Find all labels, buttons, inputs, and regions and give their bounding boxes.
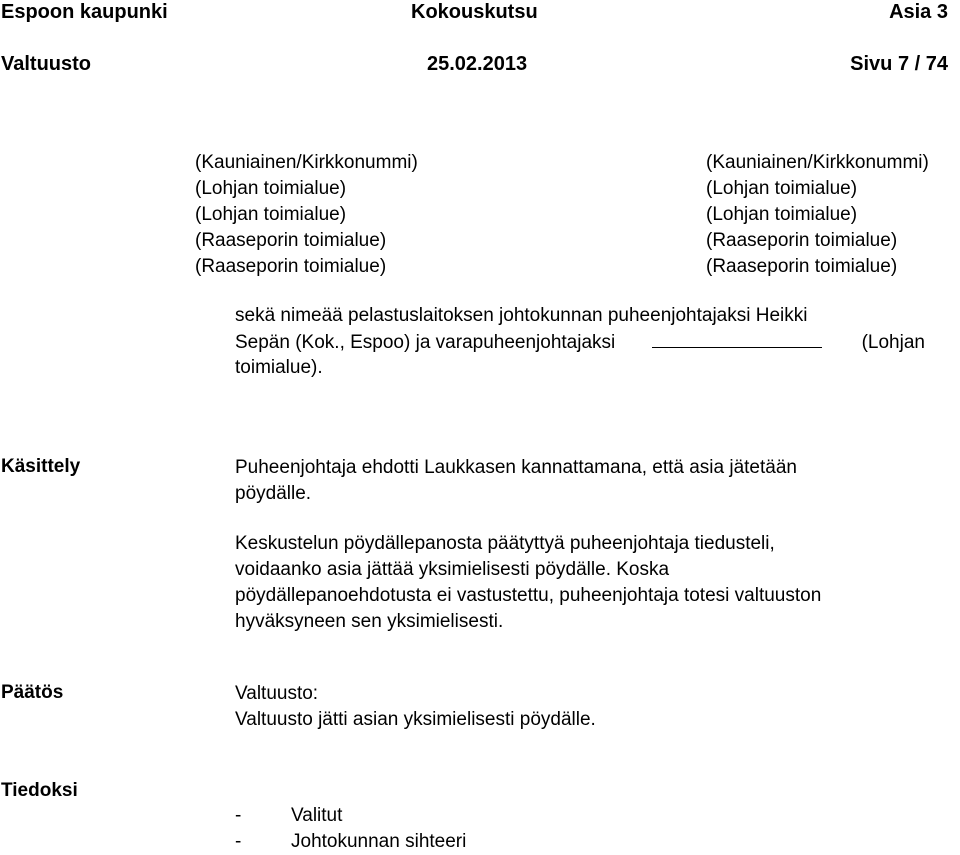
paragraph-line: pöydälle.	[235, 483, 312, 504]
meeting-date: 25.02.2013	[427, 53, 528, 75]
member-entry: (Lohjan toimialue)	[195, 178, 347, 199]
list-item	[235, 829, 466, 855]
members-left-column	[195, 150, 418, 280]
list-item	[235, 803, 466, 829]
kasittely-paragraph-2	[235, 531, 821, 635]
list-dash: -	[235, 805, 242, 826]
section-label-paatos: Päätös	[1, 682, 64, 703]
agenda-item: Asia 3	[889, 1, 948, 23]
meeting-body: Valtuusto	[1, 53, 92, 75]
blank-fill-line	[652, 329, 822, 348]
list-item-text: Valitut	[291, 805, 343, 826]
section-label-tiedoksi: Tiedoksi	[1, 780, 78, 801]
kasittely-paragraph-1	[235, 455, 797, 507]
list-item-text: Johtokunnan sihteeri	[291, 831, 467, 852]
paragraph-line: Puheenjohtaja ehdotti Laukkasen kannattamana, että asia jätetään	[235, 457, 797, 478]
proposal-line: toimialue).	[235, 357, 323, 378]
proposal-paragraph	[235, 303, 925, 381]
member-entry: (Kauniainen/Kirkkonummi)	[195, 152, 418, 173]
list-dash: -	[235, 831, 242, 852]
proposal-line-with-blank	[235, 329, 925, 355]
members-right-column	[706, 150, 929, 280]
member-entry: (Kauniainen/Kirkkonummi)	[706, 152, 929, 173]
member-entry: (Raaseporin toimialue)	[706, 230, 898, 251]
paragraph-line: Keskustelun pöydällepanosta päätyttyä puheenjohtaja tiedusteli,	[235, 533, 775, 554]
member-entry: (Raaseporin toimialue)	[195, 256, 387, 277]
org-name: Espoon kaupunki	[1, 1, 168, 23]
paragraph-line: voidaanko asia jättää yksimielisesti pöydälle. Koska	[235, 559, 670, 580]
document-type: Kokouskutsu	[411, 1, 538, 23]
page-number: Sivu 7 / 74	[850, 53, 948, 75]
decision-line: Valtuusto jätti asian yksimielisesti pöydälle.	[235, 709, 596, 730]
proposal-text: Sepän (Kok., Espoo) ja varapuheenjohtajaksi	[235, 332, 616, 353]
member-entry: (Lohjan toimialue)	[706, 204, 858, 225]
paragraph-line: hyväksyneen sen yksimielisesti.	[235, 611, 504, 632]
member-entry: (Lohjan toimialue)	[706, 178, 858, 199]
section-label-kasittely: Käsittely	[1, 456, 81, 477]
tiedoksi-list	[235, 803, 466, 855]
proposal-line: sekä nimeää pelastuslaitoksen johtokunnan puheenjohtajaksi Heikki	[235, 305, 808, 326]
paragraph-line: pöydällepanoehdotusta ei vastustettu, puheenjohtaja totesi valtuuston	[235, 585, 822, 606]
paatos-text	[235, 681, 596, 733]
decision-line: Valtuusto:	[235, 683, 319, 704]
member-entry: (Raaseporin toimialue)	[195, 230, 387, 251]
proposal-text: (Lohjan	[861, 332, 925, 353]
member-entry: (Raaseporin toimialue)	[706, 256, 898, 277]
member-entry: (Lohjan toimialue)	[195, 204, 347, 225]
